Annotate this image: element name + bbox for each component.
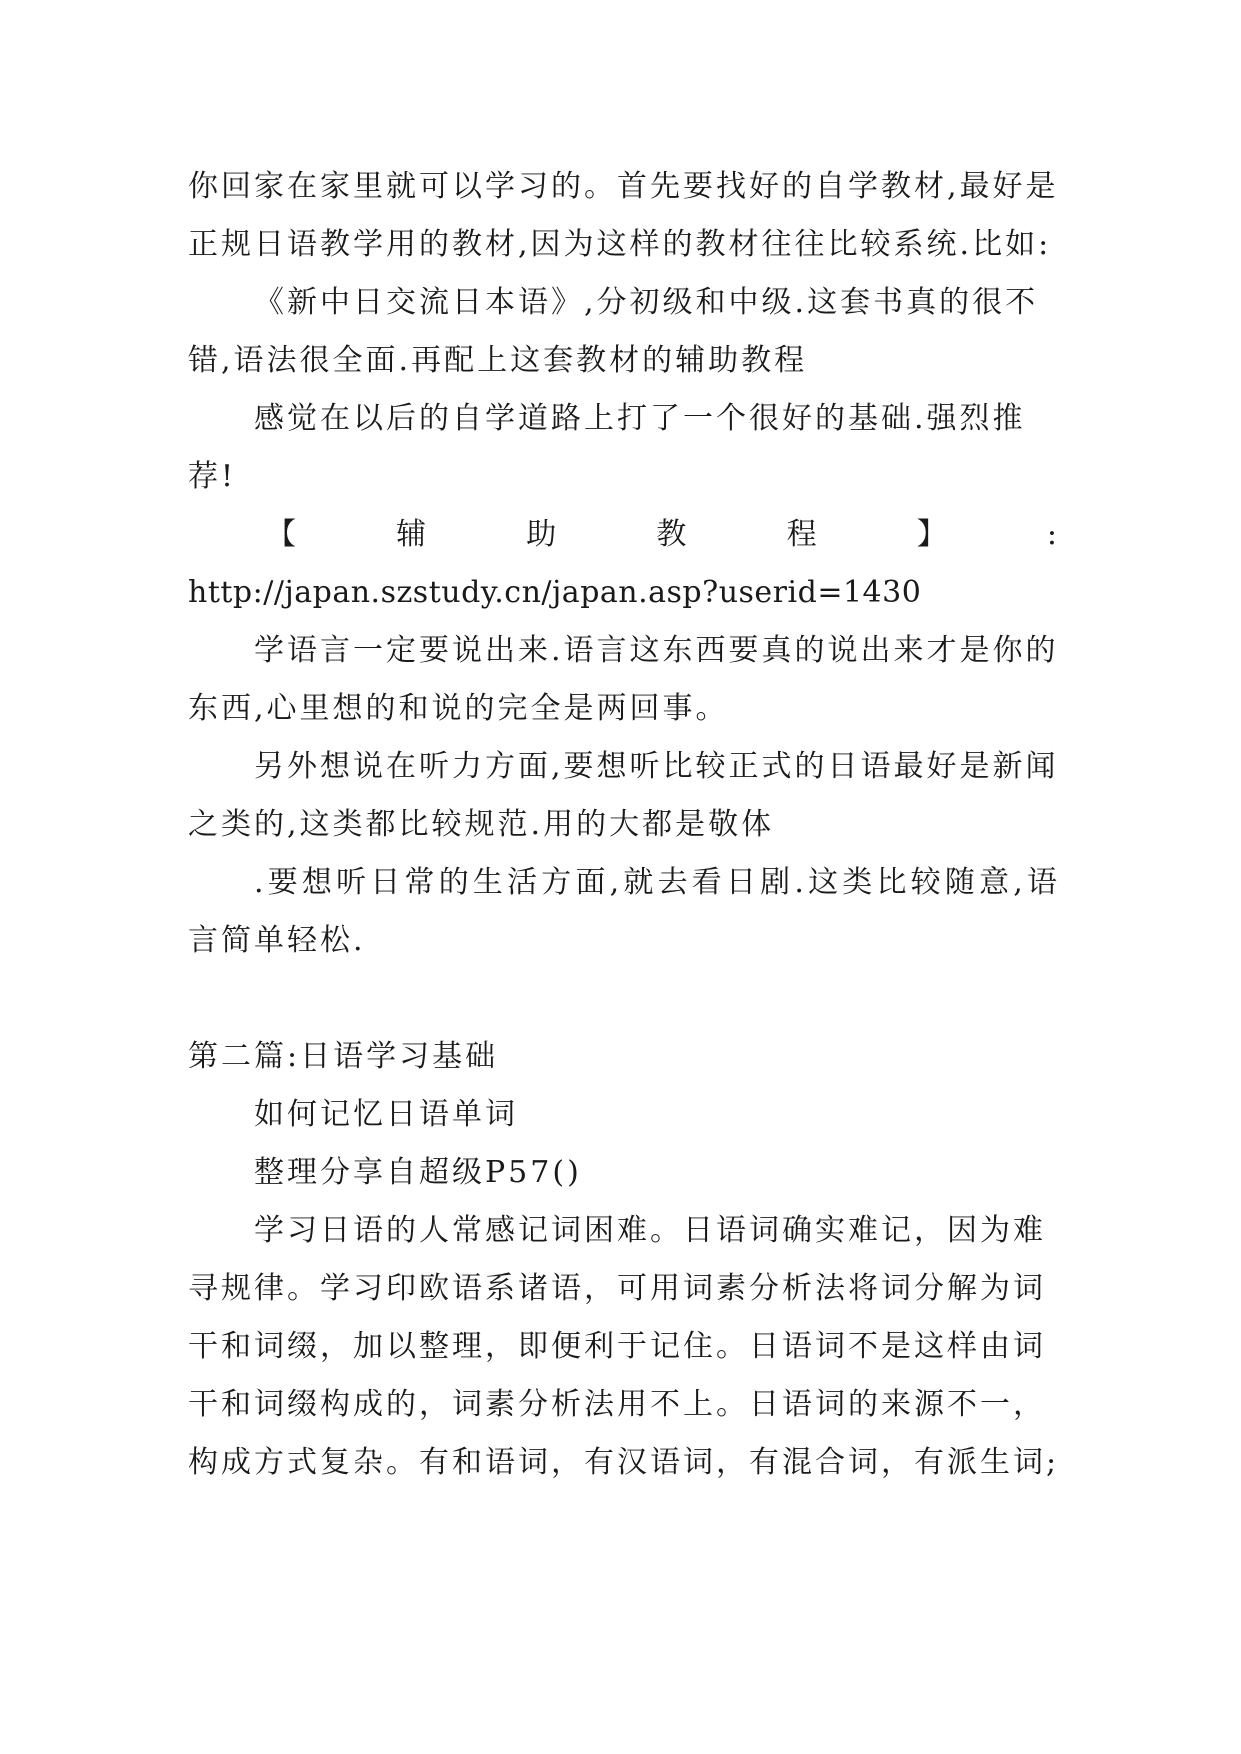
paragraph-listening: 另外想说在听力方面,要想听比较正式的日语最好是新闻之类的,这类都比较规范.用的大都是敬体: [188, 749, 1059, 842]
paragraph-recommend: 感觉在以后的自学道路上打了一个很好的基础.强烈推荐!: [188, 401, 1026, 494]
bracket-open: 【: [266, 517, 299, 552]
auxiliary-tutorial-heading: [188, 506, 1060, 564]
paragraph-intro: 你回家在家里就可以学习的。首先要找好的自学教材,最好是正规日语教学用的教材,因为这样的教材往往比较系统.比如:: [188, 169, 1059, 262]
paragraph-textbook: 《新中日交流日本语》,分初级和中级.这套书真的很不错,语法很全面.再配上这套教材的辅助教程: [188, 285, 1039, 378]
char-zhu: 助: [526, 517, 560, 552]
section-title: 第二篇:日语学习基础: [188, 1039, 499, 1074]
section-gap: [188, 970, 1060, 1028]
paragraph-vocabulary: 学习日语的人常感记词困难。日语词确实难记，因为难寻规律。学习印欧语系诸语，可用词素分析法将词分解为词干和词缀，加以整理，即便利于记住。日语词不是这样由词干和词缀构成的，词素分析法用不上。日语词的来源不一，构成方式复杂。有和语词，有汉语词，有混合词，有派生词;: [188, 1213, 1060, 1480]
char-jiao: 教: [656, 517, 690, 552]
colon: :: [1046, 517, 1060, 552]
subtitle-source: 整理分享自超级P57(): [254, 1155, 582, 1190]
paragraph-drama: .要想听日常的生活方面,就去看日剧.这类比较随意,语言简单轻松.: [188, 865, 1060, 958]
subtitle-memorize: 如何记忆日语单词: [254, 1097, 518, 1132]
document-body: [188, 158, 1060, 1492]
paragraph-speak: 学语言一定要说出来.语言这东西要真的说出来才是你的东西,心里想的和说的完全是两回事。: [188, 633, 1059, 726]
char-fu: 辅: [396, 517, 430, 552]
bracket-close: 】: [916, 517, 950, 552]
char-cheng: 程: [786, 517, 820, 552]
tutorial-url: http://japan.szstudy.cn/japan.asp?userid=1430: [188, 575, 922, 610]
